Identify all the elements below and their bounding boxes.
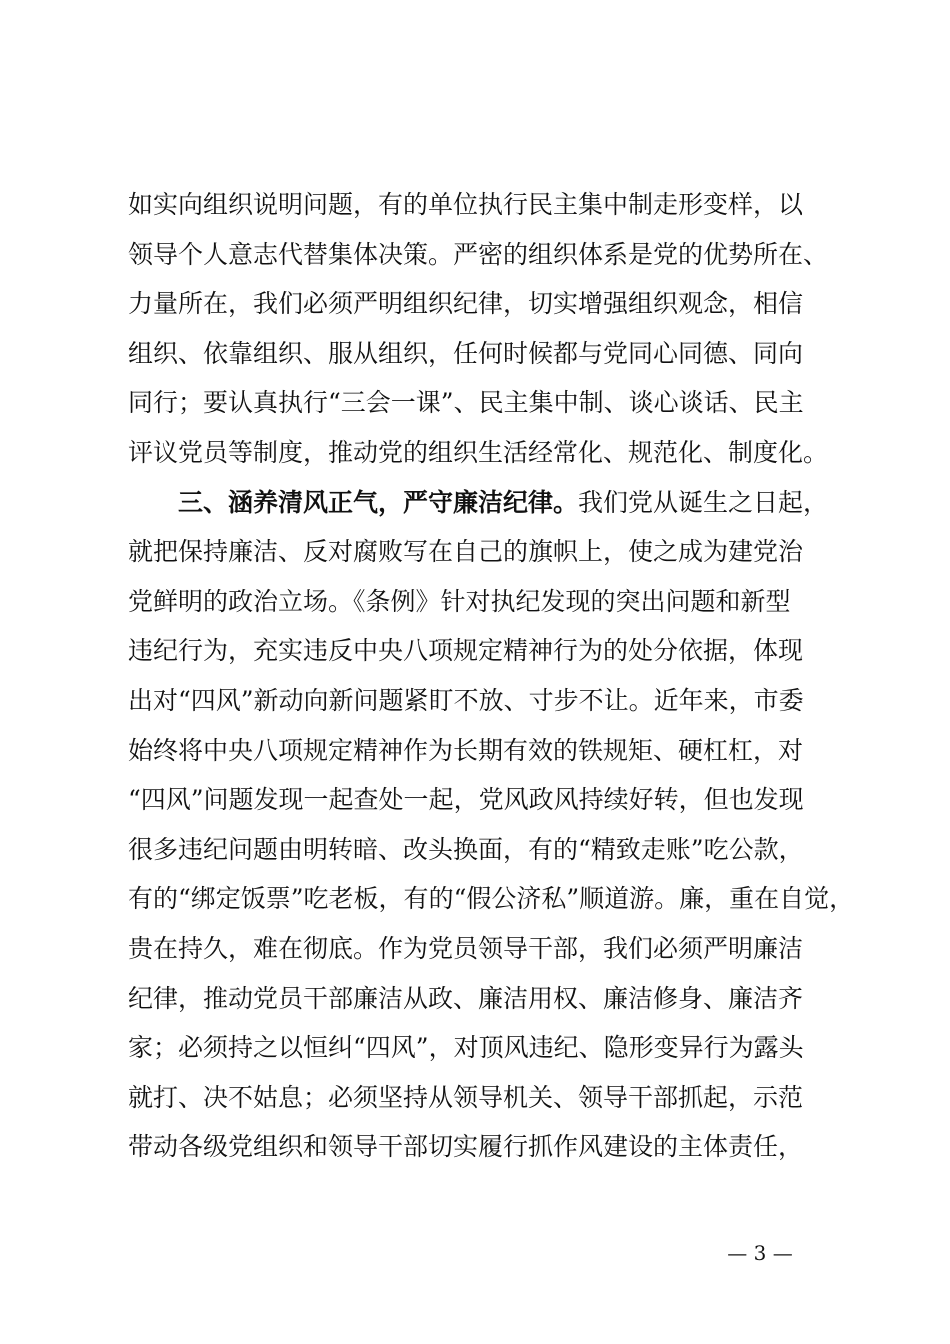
paragraph-line: 出对“四风”新动向新问题紧盯不放、寸步不让。近年来，市委 bbox=[128, 685, 804, 715]
paragraph-line: 贵在持久，难在彻底。作为党员领导干部，我们必须严明廉洁 bbox=[128, 933, 804, 963]
paragraph-line: 力量所在，我们必须严明组织纪律，切实增强组织观念，相信 bbox=[128, 289, 804, 319]
paragraph-line: 就打、决不姑息；必须坚持从领导机关、领导干部抓起，示范 bbox=[128, 1082, 804, 1112]
paragraph-line: 家；必须持之以恒纠“四风”，对顶风违纪、隐形变异行为露头 bbox=[128, 1033, 804, 1063]
paragraph-line: 如实向组织说明问题，有的单位执行民主集中制走形变样，以 bbox=[128, 190, 804, 219]
paragraph-line: 组织、依靠组织、服从组织，任何时候都与党同心同德、同向 bbox=[128, 338, 804, 368]
paragraph-line: 违纪行为，充实违反中央八项规定精神行为的处分依据，体现 bbox=[128, 636, 804, 666]
paragraph-line: 评议党员等制度，推动党的组织生活经常化、规范化、制度化。 bbox=[128, 437, 829, 467]
section-heading-rest: 我们党从诞生之日起， bbox=[578, 487, 829, 517]
paragraph-line: 有的“绑定饭票”吃老板，有的“假公济私”顺道游。廉，重在自觉， bbox=[128, 884, 855, 914]
section-heading-line bbox=[128, 478, 858, 528]
paragraph-line: 领导个人意志代替集体决策。严密的组织体系是党的优势所在、 bbox=[128, 239, 829, 269]
body-text bbox=[128, 180, 858, 1172]
paragraph-line: 纪律，推动党员干部廉洁从政、廉洁用权、廉洁修身、廉洁齐 bbox=[128, 983, 804, 1013]
paragraph-line: 始终将中央八项规定精神作为长期有效的铁规矩、硬杠杠，对 bbox=[128, 735, 804, 765]
section-heading: 三、涵养清风正气，严守廉洁纪律。 bbox=[178, 487, 579, 517]
paragraph-line: 很多违纪问题由明转暗、改头换面，有的“精致走账”吃公款， bbox=[128, 834, 804, 864]
paragraph-line: 就把保持廉洁、反对腐败写在自己的旗帜上，使之成为建党治 bbox=[128, 537, 804, 567]
paragraph-line: 带动各级党组织和领导干部切实履行抓作风建设的主体责任， bbox=[128, 1132, 804, 1162]
page-number: — 3 — bbox=[727, 1241, 793, 1265]
paragraph-line: 党鲜明的政治立场。《条例》针对执纪发现的突出问题和新型 bbox=[128, 586, 791, 616]
paragraph-line: “四风”问题发现一起查处一起，党风政风持续好转，但也发现 bbox=[128, 785, 804, 815]
paragraph-line: 同行；要认真执行“三会一课”、民主集中制、谈心谈话、民主 bbox=[128, 388, 804, 418]
